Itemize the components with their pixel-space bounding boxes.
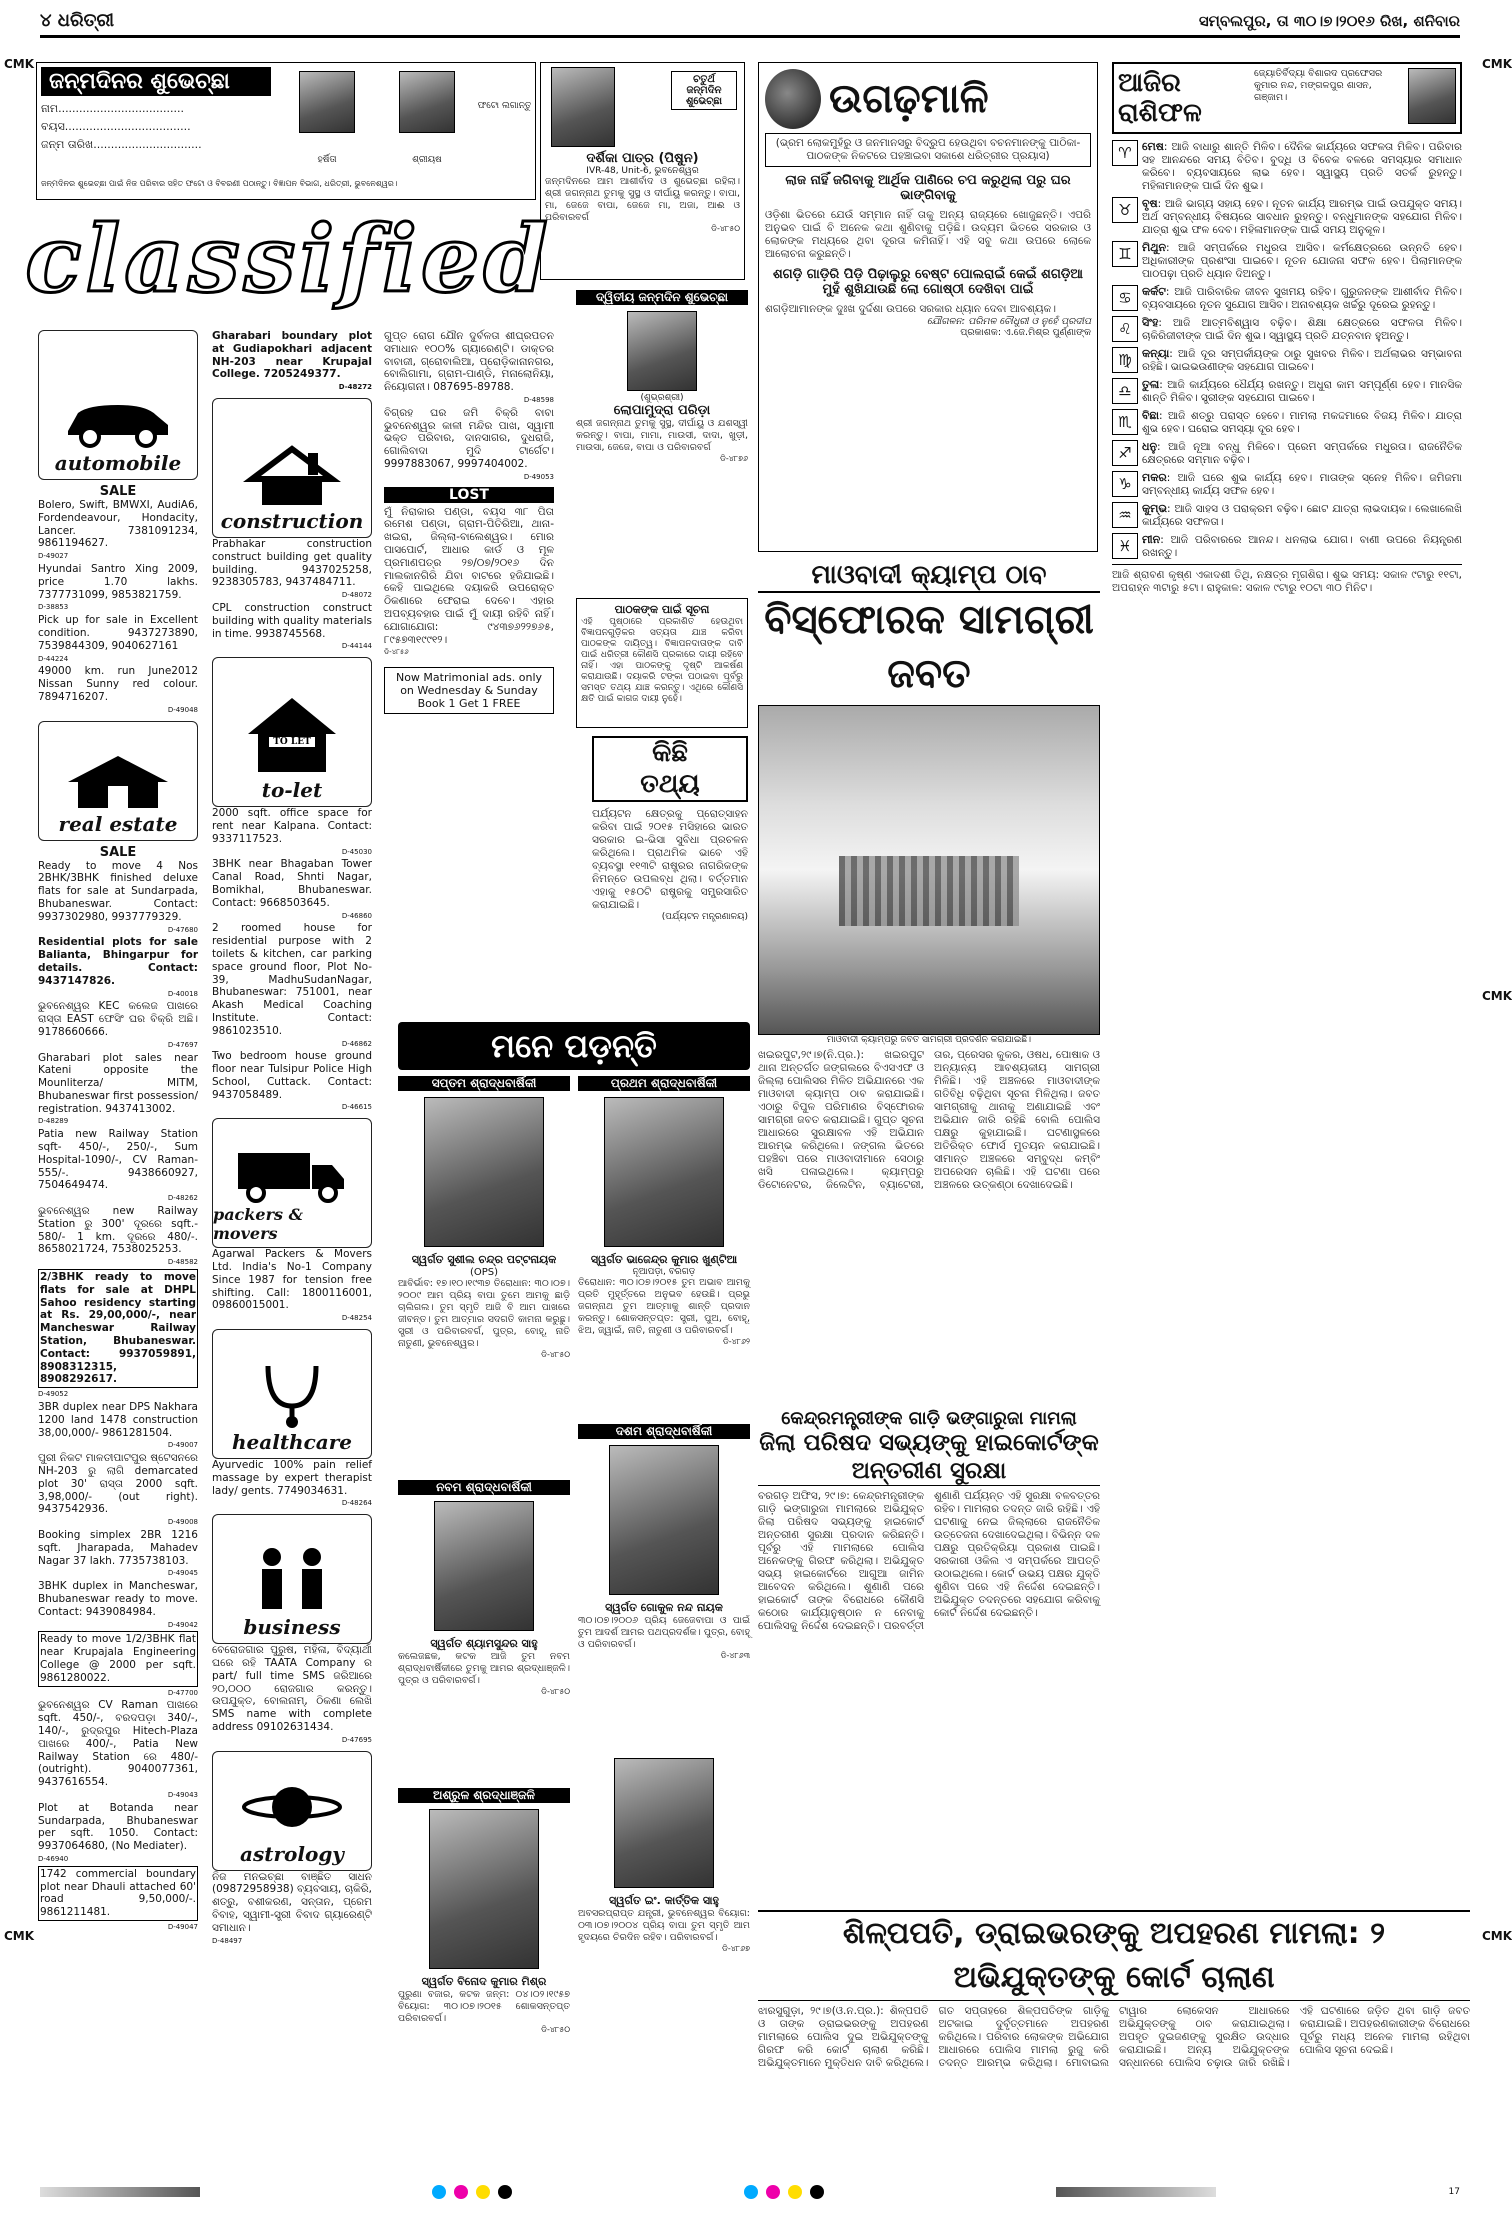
obituary-label: ସପ୍ତମ ଶ୍ରାଦ୍ଧବାର୍ଷିକୀ: [398, 1076, 570, 1091]
portrait-photo: [424, 1097, 544, 1247]
obituary-name: ସ୍ୱର୍ଗତ ବିନୋଦ କୁମାର ମିଶ୍ର: [421, 1975, 547, 1988]
house-icon: [58, 752, 178, 812]
reader-notice-title: ପାଠକଙ୍କ ପାଇଁ ସୂଚନା: [614, 603, 710, 616]
portrait-photo: [434, 1501, 534, 1631]
horoscope-astrologer: ଜ୍ୟୋତିର୍ବିଦ୍ୟା ବିଶାରଦ ପ୍ରଫେସର କୁମାର ନନ୍ଦ, ମଙ୍ଗଳପୁର ଶାସନ, ଗଞ୍ଜାମ।: [1254, 68, 1383, 103]
ad-code: ଡି-୪୮୫୦: [711, 224, 740, 233]
ugamali-footnote: ଶଗଡ଼ିଆମାନଙ୍କ ଦୁଃଖ ଦୁର୍ଦ୍ଦଶା ଉପରେ ସରକାର ଧ୍ୟାନ ଦେବା ଆବଶ୍ୟକ।: [765, 303, 1056, 315]
news-maoist-camp: [758, 560, 1100, 1400]
zodiac-prediction: ଆଜି ଭାଗ୍ୟ ସହାୟ ହେବ। ନୂତନ କାର୍ଯ୍ୟ ଆରମ୍ଭ ପାଇଁ ଉପଯୁକ୍ତ ସମୟ। ଅର୍ଥ ସମ୍ବନ୍ଧୀୟ ବିଷୟରେ ସାବଧାନ ରୁହନ୍ତୁ। ବନ୍ଧୁମାନଙ୍କ ସହଯୋଗ ମିଳିବ। ଯାତ୍ରା ଶୁଭ ଫଳ ଦେବ। ମହିଳାମାନଙ୍କ ପାଇଁ ସମୟ ଅନୁକୂଳ।: [1142, 198, 1462, 236]
zodiac-icon: ♈: [1112, 140, 1138, 166]
photo-note: ଫଟୋ ଲଗାନ୍ତୁ: [477, 101, 532, 111]
zodiac-sign: କୁମ୍ଭ: [1142, 502, 1168, 515]
obituary-label: ଅଶ୍ରୁଳ ଶ୍ରଦ୍ଧାଞ୍ଜଳି: [398, 1788, 570, 1803]
cmk-mark-left-top: CMK: [4, 57, 35, 71]
child-name: ଦର୍ଶିକା ପାତ୍ର (ପିଷୁନ): [586, 151, 699, 166]
ad-listing: Agarwal Packers & Movers Ltd. India's No-1 Company Since 1987 for tension free shifting. Call: 1800116001, 09860015001. D-48254: [212, 1248, 372, 1323]
ugamali-title: ଉଗଢ଼ମାଳି: [829, 76, 989, 122]
ad-listing: Prabhakar construction construct building get quality building. 9437025258, 9238305783, 9437484711. D-48072 CPL construction construct building with quality materials in time. 9938745568. D-44144: [212, 537, 372, 651]
cmk-mark-right-mid: CMK: [1482, 989, 1512, 1003]
reader-notice-text: ଏହି ପୃଷ୍ଠାରେ ପ୍ରକାଶିତ ହେଉଥିବା ବିଜ୍ଞାପନଗୁଡ଼ିକର ସତ୍ୟତା ଯାଞ୍ଚ କରିବା ପାଠକଙ୍କ ଦାୟିତ୍ୱ। ବିଜ୍ଞାପନଦାତାଙ୍କ ଦାବି ପାଇଁ ଧରିତ୍ରୀ କୌଣସି ପ୍ରକାରେ ଦାୟୀ ରହିବେ ନାହିଁ। ଏହା ପାଠକଙ୍କୁ ଦୃଷ୍ଟି ଆକର୍ଷଣ କରାଯାଉଛି। ଦୟାକରି ଟଙ୍କା ପଠାଇବା ପୂର୍ବରୁ ସମସ୍ତ ତଥ୍ୟ ଯାଞ୍ଚ କରନ୍ତୁ। ଏଥିରେ କୌଣସି କ୍ଷତି ପାଇଁ କାଗଜ ଦାୟୀ ନୁହେଁ।: [581, 617, 743, 704]
page-number: 17: [1448, 2187, 1460, 2197]
obituary-name: ସ୍ୱର୍ଗତ ଇଂ. କାର୍ତ୍ତିକ ସାହୁ: [609, 1894, 719, 1907]
zodiac-prediction: ଆଜି ଘରେ ଶୁଭ କାର୍ଯ୍ୟ ହେବ। ମାତାଙ୍କ ସ୍ନେହ ମିଳିବ। ଜମିଜମା ସମ୍ବନ୍ଧୀୟ କାର୍ଯ୍ୟ ସଫଳ ହେବ।: [1142, 472, 1462, 497]
child-address: IVR-48, Unit-6, ଭୁବନେଶ୍ୱର: [586, 166, 699, 176]
zodiac-icon: ♋: [1112, 285, 1138, 311]
business-people-icon: [232, 1545, 352, 1615]
child-photo-2-caption: ଶ୍ରୀୟଷ: [412, 155, 442, 165]
construction-icon: [232, 439, 352, 509]
obituary-text: ୩୦।୦୭।୨୦୦୬ ପ୍ରିୟ ଜେଜେବାପା ଓ ପାଇଁ ତୁମ ଆଦର୍ଶ ଆମର ପଥପ୍ରଦର୍ଶକ। ପୁତ୍ର, ବୋହୂ ଓ ପରିବାରବର୍ଗ।: [578, 1615, 750, 1650]
obituary-text: ପୁରୁଣା ବଜାର, କଟକ ଜନ୍ମ: ୦୪।୦୨।୧୯୫୭ ବିୟୋଗ: ୩୦।୦୭।୨୦୧୫ ଶୋକସନ୍ତପ୍ତ ପରିବାରବର୍ଗ।: [398, 1989, 570, 2024]
facts-text: ପର୍ଯ୍ୟଟନ କ୍ଷେତ୍ରକୁ ପ୍ରୋତ୍ସାହନ କରିବା ପାଇଁ ୨୦୧୫ ମସିହାରେ ଭାରତ ସରକାର ଇ-ଭିସା ସୁବିଧା ପ୍ରଚଳନ କରିଥିଲେ। ପ୍ରାଥମିକ ଭାବେ ଏହି ବ୍ୟବସ୍ଥା ୧୧୩ଟି ରାଷ୍ଟ୍ରର ନାଗରିକଙ୍କ ନିମନ୍ତେ ଉପଲବ୍ଧ ଥିଲା। ବର୍ତ୍ତମାନ ଏହାକୁ ୧୫୦ଟି ରାଷ୍ଟ୍ରକୁ ସମ୍ପ୍ରସାରିତ କରାଯାଇଛି।: [592, 808, 748, 911]
ad-code: ଡି-୪୮୬୭: [721, 1944, 750, 1953]
news-body: ବରଗଡ଼ ଅଫିସ, ୨୯।୭: କେନ୍ଦ୍ରମନ୍ତ୍ରୀଙ୍କ ଗାଡ଼ି ଭଙ୍ଗାରୁଜା ମାମଲାରେ ଅଭିଯୁକ୍ତ ଜିଲା ପରିଷଦ ସଭ୍ୟଙ୍କୁ ହାଇକୋର୍ଟ ଅନ୍ତରୀଣ ସୁରକ୍ଷା ପ୍ରଦାନ କରିଛନ୍ତି। ପୂର୍ବରୁ ଏହି ମାମଲାରେ ପୋଲିସ ଅନେକଙ୍କୁ ଗିରଫ କରିଥିଲା। ଅଭିଯୁକ୍ତ ସଭ୍ୟ ହାଇକୋର୍ଟରେ ଆଗୁଆ ଜାମିନ ଆବେଦନ କରିଥିଲେ। ଶୁଣାଣି ପରେ ହାଇକୋର୍ଟ ତାଙ୍କ ବିରୋଧରେ କୌଣସି କଠୋର କାର୍ଯ୍ୟାନୁଷ୍ଠାନ ନ ନେବାକୁ ପୋଲିସକୁ ନିର୍ଦ୍ଦେଶ ଦେଇଛନ୍ତି। ପରବର୍ତ୍ତୀ ଶୁଣାଣି ପର୍ଯ୍ୟନ୍ତ ଏହି ସୁରକ୍ଷା ବଳବତ୍ତର ରହିବ। ମାମଲାର ତଦନ୍ତ ଜାରି ରହିଛି। ଏହି ଘଟଣାକୁ ନେଇ ଜିଲ୍ଲାରେ ରାଜନୈତିକ ଉତ୍ତେଜନା ଦେଖାଦେଇଥିଲା। ବିଭିନ୍ନ ଦଳ ପକ୍ଷରୁ ପ୍ରତିକ୍ରିୟା ପ୍ରକାଶ ପାଇଛି। ସରକାରୀ ଓକିଲ ଏ ସମ୍ପର୍କରେ ଆପତ୍ତି ଉଠାଇଥିଲେ। କୋର୍ଟ ଉଭୟ ପକ୍ଷର ଯୁକ୍ତି ଶୁଣିବା ପରେ ଏହି ନିର୍ଦ୍ଦେଶ ଦେଇଛନ୍ତି। ଅଭିଯୁକ୍ତ ତଦନ୍ତରେ ସହଯୋଗ କରିବାକୁ କୋର୍ଟ ନିର୍ଦ୍ଦେଶ ଦେଇଛନ୍ତି।: [758, 1490, 1100, 1632]
horoscope-item: ♊ ମିଥୁନ: ଆଜି ସମ୍ପର୍କରେ ମଧୁରତା ଆସିବ। କର୍ମକ୍ଷେତ୍ରରେ ଉନ୍ନତି ହେବ। ଅଧିକାରୀଙ୍କ ପ୍ରଶଂସା ପାଇବେ। ନୂତନ ଯୋଜନା ସଫଳ ହେବ। ପିଲାମାନଙ୍କ ପାଠପଢ଼ା ପ୍ରତି ଧ୍ୟାନ ଦିଅନ୍ତୁ।: [1112, 241, 1462, 281]
zodiac-sign: କନ୍ୟା: [1142, 347, 1170, 360]
second-birthday-greeting: [576, 290, 748, 590]
page-label: ୪ ଧରିତ୍ରୀ: [40, 10, 115, 31]
classified-title: classified: [25, 205, 552, 313]
ad-listing: Ayurvedic 100% pain relief massage by expert therapist lady/ gents. 7749034631. D-48264: [212, 1459, 372, 1508]
greeting-badge: ଦ୍ୱିତୀୟ ଜନ୍ମଦିନ ଶୁଭେଚ୍ଛା: [576, 290, 748, 305]
ad-code: ଡି-୪୮୫୦: [541, 2025, 570, 2034]
zodiac-icon: ♊: [1112, 241, 1138, 267]
zodiac-sign: ସିଂହ: [1142, 316, 1159, 329]
greeting-text: ଶ୍ରୀ ଜଗନ୍ନାଥ ତୁମକୁ ସୁସ୍ଥ, ଦୀର୍ଘାୟୁ ଓ ଯଶସ୍ୱୀ କରନ୍ତୁ। ବାପା, ମାମା, ମାଉସୀ, ଦାଦା, ଖୁଡ଼ୀ, ମାଉସା, ଜେଜେ, ବାପା ଓ ପରିବାରବର୍ଗ: [576, 418, 748, 453]
obituary-card-4: [578, 1424, 750, 1744]
remembrance-banner: ମନେ ପଡ଼ନ୍ତି: [398, 1022, 750, 1070]
zodiac-sign: ମିଥୁନ: [1142, 241, 1167, 254]
zodiac-prediction: ଆଜି ଶତ୍ରୁ ପରାସ୍ତ ହେବେ। ମାମଲା ମକଦ୍ଦମାରେ ବିଜୟ ମିଳିବ। ଯାତ୍ରା ଶୁଭ ହେବ। ଘରୋଇ ସମସ୍ୟା ଦୂର ହେବ।: [1142, 410, 1462, 435]
zodiac-icon: ♉: [1112, 197, 1138, 223]
portrait-photo: [604, 1097, 724, 1247]
category-to-let: TO LET to-let: [212, 657, 372, 807]
horoscope-item: ♍ କନ୍ୟା: ଆଜି ଦୂର ସମ୍ପର୍କୀୟଙ୍କ ଠାରୁ ସୁଖବର ମିଳିବ। ଅର୍ଥଲାଭର ସମ୍ଭାବନା ରହିଛି। ଭାଇଭଉଣୀଙ୍କ ସହଯୋଗ ପାଇବେ।: [1112, 347, 1462, 374]
ugamali-column: [758, 62, 1098, 552]
ad-listing: Ready to move 4 Nos 2BHK/3BHK finished deluxe flats for sale at Sundarpada, Bhubaneswar. Contact: 9937302980, 9937779329. D-47680 Residential plots for sale Balianta, Bhingarpur for details. Contact: 9437147826. D-40018 ଭୁବନେଶ୍ୱର KEC କଲେଜ ପାଖରେ ରାସ୍ତା EAST ଫେସିଂ ଘର ବିକ୍ରି ଅଛି। 9178660666. D-47697 Gharabari plot sales near Kateni opposite the Mounliterza/ MITM, Bhubaneswar first possession/ registration. 9437413002. D-48289 Patia new Railway Station sqft- 450/-, 250/-, Sum Hospital-1090/-, CV Raman-555/-. 9438660927, 7504649474. D-48262 ଭୁବନେଶ୍ୱର new Railway Station ରୁ 300' ଦୂରରେ sqft.- 580/- 1 km. ଦୂରରେ 480/-. 8658021724, 7538025253. D-48582 2/3BHK ready to move flats for sale at DHPL Sahoo residency starting at Rs. 29,00,000/-, near Mancheswar Railway Station, Bhubaneswar. Contact: 9937059891, 8908312315, 8908292617. D-49052 3BR duplex near DPS Nakhara 1200 land 1478 construction 38,00,000/- 9861281504. D-49007 ପୁରୀ ନିକଟ ମାଳତୀପାଟପୁର ଷ୍ଟେସନରେ NH-203 ରୁ ଲାଗି demarcated plot 30' ରାସ୍ତା 2000 sqft. 3,98,000/- (out right). 9437542936. D-49008 Booking simplex 2BR 1216 sqft. Jharapada, Mahadev Nagar 37 lakh. 7735738103. D-49045 3BHK duplex in Mancheswar, Bhubaneswar ready to move. Contact: 9439084984. D-49042 Ready to move 1/2/3BHK flat near Krupajala Engineering College @ 2000 per sqft. 9861280022. D-47700 ଭୁବନେଶ୍ୱର CV Raman ପାଖରେ sqft. 450/-, ବରଦପଡ଼ା 340/-, 140/-, ରୁଦ୍ରପୁର Hitech-Plaza ପାଖରେ 400/-, Patia New Railway Station ରେ 480/- (outright). 9040077361, 9437616554. D-49043 Plot at Botanda near Sundarpada, Bhubaneswar per sqft. 1050. Contact: 9937064680, (No Mediater). D-46940 1742 commercial boundary plot near Dhauli attached 60' road 9,50,000/-. 9861211481. D-49047: [38, 859, 198, 1931]
ugamali-verse-2: ଶଗଡ଼ି ଗାଡ଼ିରି ପିଡ଼ି ପିଢ଼ାଲୁରୁ ବେଷ୍ଟ ପୋଲରାଇଁ କେଇଁ ଶଗଡ଼ିଆ ମୁହଁ ଶୁଖିଯାଉଛି ଲୋ ଗୋଷ୍ଠୀ ଦେଖିବା ପାଇଁ: [772, 267, 1084, 297]
category-construction: construction: [212, 398, 372, 538]
ad-code: ଡି-୪୮୭୬: [719, 454, 748, 463]
obituary-subtitle: (OPS): [469, 1267, 499, 1278]
page-header: [40, 6, 1460, 38]
horoscope-item: ♎ ତୁଳା: ଆଜି କାର୍ଯ୍ୟରେ ଧୈର୍ଯ୍ୟ ରଖନ୍ତୁ। ଅଧୁରା କାମ ସମ୍ପୂର୍ଣ୍ଣ ହେବ। ମାନସିକ ଶାନ୍ତି ମିଳିବ। ସ୍ତ୍ରୀଙ୍କ ସହଯୋଗ ପାଇବେ।: [1112, 378, 1462, 405]
zodiac-icon: ♌: [1112, 316, 1138, 342]
zodiac-sign: ମେଷ: [1142, 140, 1164, 153]
zodiac-sign: ମକର: [1142, 471, 1167, 484]
child-photo: [627, 311, 697, 391]
news-headline: ଜିଲା ପରିଷଦ ସଭ୍ୟଙ୍କୁ ହାଇକୋର୍ଟଙ୍କ ଅନ୍ତରୀଣ ସୁରକ୍ଷା: [759, 1430, 1099, 1484]
zodiac-sign: ତୁଳା: [1142, 378, 1160, 391]
horoscope-item: ♐ ଧନୁ: ଆଜି ନୂଆ ବନ୍ଧୁ ମିଳିବେ। ପ୍ରେମ ସମ୍ପର୍କରେ ମଧୁରତା। ରାଜନୈତିକ କ୍ଷେତ୍ରରେ ସମ୍ମାନ ବଢ଼ିବ।: [1112, 440, 1462, 467]
ad-code: ଡି-୪୮୬୩: [720, 1651, 750, 1660]
obituary-card-6: [578, 1752, 750, 1992]
news-body: ଝାରସୁଗୁଡ଼ା, ୨୯।୭(ଓ.ନ.ପ୍ର.): ଶିଳ୍ପପତି ଓ ତାଙ୍କ ଡ୍ରାଇଭରଙ୍କୁ ଅପହରଣ ମାମଲାରେ ପୋଲିସ ଦୁଇ ଅଭିଯୁକ୍ତଙ୍କୁ ଗିରଫ କରି କୋର୍ଟ ଚାଲାଣ କରିଛି। ଅଭିଯୁକ୍ତମାନେ ମୁକ୍ତିଧନ ଦାବି କରିଥିଲେ। ଗତ ସପ୍ତାହରେ ଶିଳ୍ପପତିଙ୍କ ଗାଡ଼ିକୁ ଅଟକାଇ ଦୁର୍ବୃତ୍ତମାନେ ଅପହରଣ କରିଥିଲେ। ପରିବାର ଲୋକଙ୍କ ଅଭିଯୋଗ ଆଧାରରେ ପୋଲିସ ମାମଲା ରୁଜୁ କରି ତଦନ୍ତ ଆରମ୍ଭ କରିଥିଲା। ମୋବାଇଲ ଟାୱାର ଲୋକେସନ ଆଧାରରେ ଅଭିଯୁକ୍ତଙ୍କୁ ଠାବ କରାଯାଇଥିଲା। ଅପହୃତ ଦୁଇଜଣଙ୍କୁ ସୁରକ୍ଷିତ ଉଦ୍ଧାର କରାଯାଇଛି। ଅନ୍ୟ ଅଭିଯୁକ୍ତଙ୍କ ସନ୍ଧାନରେ ପୋଲିସ ଚଢ଼ାଉ ଜାରି ରଖିଛି। ଏହି ଘଟଣାରେ ଜଡ଼ିତ ଥିବା ଗାଡ଼ି ଜବତ କରାଯାଇଛି। ଅପହରଣକାରୀଙ୍କ ବିରୋଧରେ ପୂର୍ବରୁ ମଧ୍ୟ ଅନେକ ମାମଲା ରହିଥିବା ପୋଲିସ ସୂଚନା ଦେଇଛି।: [758, 2005, 1470, 2069]
horoscope-item: ♓ ମୀନ: ଆଜି ପରିବାରରେ ଆନନ୍ଦ। ଧନଲାଭ ଯୋଗ। ବାଣୀ ଉପରେ ନିୟନ୍ତ୍ରଣ ରଖନ୍ତୁ।: [1112, 533, 1462, 560]
obituary-text: ଆବିର୍ଭାବ: ୧୭।୧୦।୧୯୩୭ ତିରୋଧାନ: ୩୦।୦୭।୨୦୦୯ ଆମ ପ୍ରିୟ ବାପା ତୁମେ ଆମକୁ ଛାଡ଼ି ଚାଲିଗଲ। ତୁମ ସ୍ମୃତି ଆଜି ବି ଆମ ପାଖରେ ଜୀବନ୍ତ। ତୁମ ଆତ୍ମାର ସଦଗତି କାମନା କରୁଛୁ। ସ୍ତ୍ରୀ ଓ ପରିବାରବର୍ଗ, ପୁତ୍ର, ବୋହୂ, ନାତି ନାତୁଣୀ, ଭୁବନେଶ୍ୱର।: [398, 1278, 570, 1349]
obituary-name: ସ୍ୱର୍ଗତ ଶ୍ୟାମସୁନ୍ଦର ସାହୁ: [430, 1637, 538, 1650]
zodiac-sign: କର୍କଟ: [1142, 285, 1166, 298]
zodiac-icon: ♎: [1112, 378, 1138, 404]
ad-code: ଡି-୪୮୫୦: [541, 1687, 570, 1696]
classified-column-3: [384, 330, 554, 1030]
ugamali-masthead: [765, 69, 1091, 129]
zodiac-prediction: ଆଜି ସାହସ ଓ ପରାକ୍ରମ ବଢ଼ିବ। ଛୋଟ ଯାତ୍ରା ଲାଭଦାୟକ। ଲେଖାଲେଖି କାର୍ଯ୍ୟରେ ସଫଳତା।: [1142, 503, 1462, 528]
facts-source: (ପର୍ଯ୍ୟଟନ ମନ୍ତ୍ରଣାଳୟ): [661, 912, 748, 922]
news-kicker: କେନ୍ଦ୍ରମନ୍ତ୍ରୀଙ୍କ ଗାଡ଼ି ଭଙ୍ଗାରୁଜା ମାମଲା: [781, 1408, 1077, 1429]
news-high-court: [758, 1408, 1100, 1814]
astrologer-photo: [1408, 68, 1456, 124]
category-automobile: automobile: [38, 330, 198, 480]
portrait-photo: [429, 1809, 539, 1969]
horoscope-header: [1112, 62, 1462, 134]
obituary-label: ନବମ ଶ୍ରାଦ୍ଧବାର୍ଷିକୀ: [398, 1480, 570, 1495]
birthday-form: [36, 62, 536, 200]
horoscope-column: [1112, 62, 1462, 1902]
planet-icon: [232, 1772, 352, 1842]
ad-listing: Gharabari boundary plot at Gudiapokhari adjacent NH-203 near Krupajal College. 7205249377. D-48272: [212, 330, 372, 392]
obituary-card-3: [398, 1480, 570, 1780]
zodiac-sign: ବୃଷ: [1142, 197, 1158, 210]
cmk-mark-right-bottom: CMK: [1482, 1929, 1512, 1943]
category-business: business: [212, 1514, 372, 1644]
cartoon-face-icon: [765, 69, 821, 129]
cmk-mark-right-top: CMK: [1482, 57, 1512, 71]
zodiac-prediction: ଆଜି କାର୍ଯ୍ୟରେ ଧୈର୍ଯ୍ୟ ରଖନ୍ତୁ। ଅଧୁରା କାମ ସମ୍ପୂର୍ଣ୍ଣ ହେବ। ମାନସିକ ଶାନ୍ତି ମିଳିବ। ସ୍ତ୍ରୀଙ୍କ ସହଯୋଗ ପାଇବେ।: [1142, 379, 1462, 404]
category-healthcare: healthcare: [212, 1329, 372, 1459]
ad-listing: ନିଜ ମନଇଚ୍ଛା ବାଞ୍ଛିତ ସାଧନ (09872958938) ବ୍ୟବସାୟ, ଚାକିରି, ଶତ୍ରୁ, ବଶୀକରଣ, ସନ୍ତାନ, ପ୍ରେମ ବିବାହ, ସ୍ୱାମୀ-ସ୍ତ୍ରୀ ବିବାଦ ଗ୍ୟାରେଣ୍ଟି ସମାଧାନ। D-48497: [212, 1870, 373, 1945]
horoscope-item: ♑ ମକର: ଆଜି ଘରେ ଶୁଭ କାର୍ଯ୍ୟ ହେବ। ମାତାଙ୍କ ସ୍ନେହ ମିଳିବ। ଜମିଜମା ସମ୍ବନ୍ଧୀୟ କାର୍ଯ୍ୟ ସଫଳ ହେବ।: [1112, 471, 1462, 498]
ad-listing: ଗୁପ୍ତ ରୋଗ ଯୌନ ଦୁର୍ବଳତା ଶୀଘ୍ରପତନ ସମାଧାନ ୧୦୦% ଗ୍ୟାରେଣ୍ଟି। ଡାକ୍ତର ବାବାଜୀ, ଗ୍ରୋବାଲିଆ, ପ୍ରୋଡ଼ିକାନାନଗର, ବୋଲିଗାମା, ଗ୍ରାମ-ପାଣ୍ଡି, ମନାଲୋନିୟା, ନିୟୋଗନୀ। 087695-89788. D-48598 ବିଗ୍ରହ ଘର ଜମି ବିକ୍ରି ବାବା ଭୁବନେଶ୍ୱର କାଳୀ ମନ୍ଦିର ପାଖ, ସ୍ୱାମୀ ଭକ୍ତ ପରିବାର, ଦାନସାଗର, ଦୁଧରାଜି, ଗୋଲିବାଦା ମୁଦି ଟାର୍ଗେଟ। 9997883067, 9997404002. D-49053: [384, 330, 554, 481]
print-color-bar: [40, 2182, 1460, 2202]
obituary-text: ଅବସରପ୍ରାପ୍ତ ଯନ୍ତ୍ରୀ, ଭୁବନେଶ୍ୱର ବିୟୋଗ: ୦୩।୦୭।୨୦୦୪ ପ୍ରିୟ ବାପା ତୁମ ସ୍ମୃତି ଆମ ହୃଦୟରେ ଚିରଦିନ ରହିବ। ପରିବାରବର୍ଗ।: [578, 1908, 750, 1943]
category-astrology: astrology: [212, 1751, 372, 1871]
horoscope-list: [1112, 140, 1462, 560]
classified-banner: [25, 205, 552, 313]
zodiac-icon: ♐: [1112, 440, 1138, 466]
matrimonial-ad-note: Now Matrimonial ads. only on Wednesday & Sunday Book 1 Get 1 FREE: [384, 667, 554, 714]
ad-code: ଡି-୪୮୫୦: [541, 1350, 570, 1359]
classified-column-1: [38, 330, 198, 2160]
greeting-text: ଜନ୍ମଦିନରେ ଆମ ଆଶୀର୍ବାଦ ଓ ଶୁଭେଚ୍ଛା ରହିଲା। ଶ୍ରୀ ଜଗନ୍ନାଥ ତୁମକୁ ସୁସ୍ଥ ଓ ଦୀର୍ଘାୟୁ କରନ୍ତୁ। ବାପା, ମା, ଜେଜେ ବାପା, ଜେଜେ ମା, ଅଜା, ଆଈ ଓ ପରିବାରବର୍ଗ: [545, 176, 740, 223]
horoscope-item: ♏ ବିଛା: ଆଜି ଶତ୍ରୁ ପରାସ୍ତ ହେବେ। ମାମଲା ମକଦ୍ଦମାରେ ବିଜୟ ମିଳିବ। ଯାତ୍ରା ଶୁଭ ହେବ। ଘରୋଇ ସମସ୍ୟା ଦୂର ହେବ।: [1112, 409, 1462, 436]
horoscope-item: ♒ କୁମ୍ଭ: ଆଜି ସାହସ ଓ ପରାକ୍ରମ ବଢ଼ିବ। ଛୋଟ ଯାତ୍ରା ଲାଭଦାୟକ। ଲେଖାଲେଖି କାର୍ଯ୍ୟରେ ସଫଳତା।: [1112, 502, 1462, 529]
news-photo: [758, 705, 1100, 1035]
news-kicker: ମାଓବାଦୀ କ୍ୟାମ୍ପ ଠାବ: [758, 560, 1100, 593]
zodiac-prediction: ଆଜି ପରିବାରରେ ଆନନ୍ଦ। ଧନଲାଭ ଯୋଗ। ବାଣୀ ଉପରେ ନିୟନ୍ତ୍ରଣ ରଖନ୍ତୁ।: [1142, 534, 1462, 559]
obituary-name: ସ୍ୱର୍ଗତ ସୁଶୀଲ ଚନ୍ଦ୍ର ପଟ୍ଟନାୟକ: [411, 1253, 557, 1266]
ugamali-publisher: ପ୍ରକାଶକ: ଏ.ଜେ.ମିଶ୍ର ପୁର୍ଣ୍ଣାଙ୍କ: [960, 327, 1091, 338]
obituary-label: ପ୍ରଥମ ଶ୍ରାଦ୍ଧବାର୍ଷିକୀ: [578, 1076, 750, 1091]
news-headline: ଶିଳ୍ପପତି, ଡ୍ରାଇଭରଙ୍କୁ ଅପହରଣ ମାମଲା: ୨ ଅଭିଯୁକ୍ତଙ୍କୁ କୋର୍ଟ ଚାଲାଣ: [758, 1910, 1470, 2001]
horoscope-item: ♋ କର୍କଟ: ଆଜି ପାରିବାରିକ ଜୀବନ ସୁଖମୟ ରହିବ। ଗୁରୁଜନଙ୍କ ଆଶୀର୍ବାଦ ମିଳିବ। ବ୍ୟବସାୟରେ ନୂତନ ସୁଯୋଗ ଆସିବ। ଅନାବଶ୍ୟକ ଖର୍ଚ୍ଚରୁ ଦୂରେଇ ରୁହନ୍ତୁ।: [1112, 285, 1462, 312]
sale-heading: SALE: [99, 844, 137, 860]
zodiac-prediction: ଆଜି ଆତ୍ମବିଶ୍ୱାସ ବଢ଼ିବ। ଶିକ୍ଷା କ୍ଷେତ୍ରରେ ସଫଳତା ମିଳିବ। ଚାକିରିଜୀବୀଙ୍କ ପାଇଁ ଦିନ ଶୁଭ। ସ୍ୱାସ୍ଥ୍ୟ ପ୍ରତି ଯତ୍ନବାନ ହୁଅନ୍ତୁ।: [1142, 317, 1462, 342]
birthday-title: ଜନ୍ମଦିନର ଶୁଭେଚ୍ଛା: [41, 67, 271, 96]
obituary-text: ତିରୋଧାନ: ୩୦।୦୭।୨୦୧୫ ତୁମ ଅଭାବ ଆମକୁ ପ୍ରତି ମୁହୂର୍ତ୍ତରେ ଅନୁଭବ ହେଉଛି। ପ୍ରଭୁ ଜଗନ୍ନାଥ ତୁମ ଆତ୍ମାକୁ ଶାନ୍ତି ପ୍ରଦାନ କରନ୍ତୁ। ଶୋକସନ୍ତପ୍ତ: ସ୍ତ୍ରୀ, ପୁଅ, ବୋହୂ, ଝିଅ, ଜ୍ୱାଇଁ, ନାତି, ନାତୁଣୀ ଓ ପରିବାରବର୍ଗ।: [578, 1277, 750, 1336]
zodiac-icon: ♓: [1112, 533, 1138, 559]
zodiac-icon: ♍: [1112, 347, 1138, 373]
birthday-fields: ନାମ.................................... ବୟସ.................................... ଜନ୍ମ ତାରିଖ...............................: [41, 102, 202, 151]
obituary-card-5: [398, 1788, 570, 2088]
birthday-footer: ଜନ୍ମଦିନର ଶୁଭେଚ୍ଛା ପାଇଁ ନିଜ ପରିବାର ସହିତ ଫଟୋ ଓ ବିବରଣୀ ପଠାନ୍ତୁ। ବିଜ୍ଞାପନ ବିଭାଗ, ଧରିତ୍ରୀ, ଭୁବନେଶ୍ୱର।: [41, 179, 398, 188]
ugamali-verse-1: ଲାଜ ନାହିଁ ଜଗିବାକୁ ଆର୍ଥିକ ପାଣିରେ ଚପ କରୁଥିଲା ପରୁ ଘର ଭାଙ୍ଗିବାକୁ: [785, 173, 1071, 203]
facts-title: କିଛି ତଥ୍ୟ: [592, 736, 748, 802]
obituary-name: ସ୍ୱର୍ଗତ ଗୋକୁଳ ନନ୍ଦ ନାୟକ: [605, 1601, 723, 1614]
zodiac-prediction: ଆଜି ନୂଆ ବନ୍ଧୁ ମିଳିବେ। ପ୍ରେମ ସମ୍ପର୍କରେ ମଧୁରତା। ରାଜନୈତିକ କ୍ଷେତ୍ରରେ ସମ୍ମାନ ବଢ଼ିବ।: [1142, 441, 1462, 466]
to-let-house-icon: [232, 688, 352, 778]
news-headline: ବିସ୍ଫୋରକ ସାମଗ୍ରୀ ଜବତ: [764, 597, 1094, 697]
sale-heading: SALE: [99, 484, 137, 499]
lost-heading: LOST: [384, 487, 554, 503]
obituary-label: ଦଶମ ଶ୍ରାଦ୍ଧବାର୍ଷିକୀ: [578, 1424, 750, 1439]
ugamali-body: ଓଡ଼ିଶା ଭିତରେ ଯେଉଁ ସମ୍ମାନ ନାହିଁ ତାକୁ ଅନ୍ୟ ରାଜ୍ୟରେ ଖୋଜୁଛନ୍ତି। ଏପରି ଅନୁଭବ ପାଇଁ ବି ଅନେକ କଥା ଶୁଣିବାକୁ ପଡ଼ିଛି। ଉଦ୍ୟମ ଭିତରେ ସରକାର ଓ ଲୋକଙ୍କ ମଧ୍ୟରେ ଥିବା ଦୂରତା କମିନାହିଁ। ଏହି ସବୁ କଥା ଉପରେ ଲୋକେ ଆଲୋଚନା କରୁଛନ୍ତି।: [765, 209, 1091, 260]
obituary-subtitle: ନୂଆପଡ଼ା, ବରଗଡ଼: [632, 1267, 696, 1277]
ad-listing: Bolero, Swift, BMWXI, AudiA6, Fordendeavour, Hondacity, Lancer. 7381091234, 9861194627. D-49027 Hyundai Santro Xing 2009, price 1.70 lakhs. 7377731099, 9853821759. D-38853 Pick up for sale in Excellent condition. 9437273890, 7539844309, 9040627161 D-44224 49000 km. run June2012 Nissan Sunny red colour. 7894716207. D-49048: [38, 499, 198, 714]
horoscope-title: ଆଜିର ରାଶିଫଳ: [1118, 68, 1202, 128]
ad-code: ଡି-୪୮୬୨: [722, 1337, 750, 1346]
child-photo-2: [399, 71, 455, 133]
stethoscope-icon: [232, 1360, 352, 1430]
zodiac-icon: ♒: [1112, 502, 1138, 528]
portrait-photo: [609, 1445, 719, 1595]
news-kidnapping-case: [758, 1910, 1470, 2160]
dateline: ସମ୍ବଲପୁର, ତା ୩୦।୭।୨୦୧୬ ରିଖ, ଶନିବାର: [1198, 11, 1460, 30]
zodiac-prediction: ଆଜି ପାରିବାରିକ ଜୀବନ ସୁଖମୟ ରହିବ। ଗୁରୁଜନଙ୍କ ଆଶୀର୍ବାଦ ମିଳିବ। ବ୍ୟବସାୟରେ ନୂତନ ସୁଯୋଗ ଆସିବ। ଅନାବଶ୍ୟକ ଖର୍ଚ୍ଚରୁ ଦୂରେଇ ରୁହନ୍ତୁ।: [1142, 286, 1462, 311]
zodiac-sign: ଧନୁ: [1142, 440, 1158, 453]
zodiac-icon: ♑: [1112, 471, 1138, 497]
child-name: ଲୋପାମୁଦ୍ରା ପରିଡ଼ା: [613, 403, 711, 418]
child-photo-1: [299, 71, 355, 133]
news-body: ଖଇରପୁଟ,୨୯।୭(ନି.ପ୍ର.): ଖଇରପୁଟ ଥାନା ଅନ୍ତର୍ଗତ ଜଙ୍ଗଲରେ ବିଏସଏଫ ଓ ଜିଲ୍ଲା ପୋଲିସର ମିଳିତ ଅଭିଯାନରେ ଏକ ମାଓବାଦୀ କ୍ୟାମ୍ପ ଠାବ କରାଯାଇଛି। ଏଠାରୁ ବିପୁଳ ପରିମାଣର ବିସ୍ଫୋରକ ସାମଗ୍ରୀ ଜବତ କରାଯାଇଛି। ଗୁପ୍ତ ସୂଚନା ଆଧାରରେ ସୁରକ୍ଷାବଳ ଏହି ଅଭିଯାନ ଆରମ୍ଭ କରିଥିଲେ। ଜଙ୍ଗଲ ଭିତରେ ପହଞ୍ଚିବା ପରେ ମାଓବାଦୀମାନେ ସେଠାରୁ ଖସି ପଳାଇଥିଲେ। କ୍ୟାମ୍ପରୁ ଡିଟୋନେଟର, ଜିଲେଟିନ, ବ୍ୟାଟେରୀ, ତାର, ପ୍ରେସର କୁକର, ଓଷଧ, ପୋଷାକ ଓ ଅନ୍ୟାନ୍ୟ ଆବଶ୍ୟକୀୟ ସାମଗ୍ରୀ ମିଳିଛି। ଏହି ଅଞ୍ଚଳରେ ମାଓବାଦୀଙ୍କ ଗତିବିଧି ବଢ଼ିଥିବା ସୂଚନା ମିଳିଥିଲା। ଜବତ ସାମଗ୍ରୀକୁ ଥାନାକୁ ଅଣାଯାଇଛି ଏବଂ ଅଭିଯାନ ଜାରି ରହିଛି ବୋଲି ପୋଲିସ ପକ୍ଷରୁ କୁହାଯାଇଛି। ଘଟଣାସ୍ଥଳରେ ଅତିରିକ୍ତ ଫୋର୍ସ ମୁତୟନ କରାଯାଇଛି। ସୀମାନ୍ତ ଅଞ୍ଚଳରେ ସମ୍ବୁଦ୍ଧ କମ୍ବିଂ ଅପରେସନ ଚାଲିଛି। ଏହି ଘଟଣା ପରେ ଅଞ୍ଚଳରେ ଉତ୍କଣ୍ଠା ଦେଖାଦେଇଛି।: [758, 1049, 1100, 1191]
zodiac-prediction: ଆଜି ଦୂର ସମ୍ପର୍କୀୟଙ୍କ ଠାରୁ ସୁଖବର ମିଳିବ। ଅର୍ଥଲାଭର ସମ୍ଭାବନା ରହିଛି। ଭାଇଭଉଣୀଙ୍କ ସହଯୋଗ ପାଇବେ।: [1142, 348, 1462, 373]
horoscope-item: ♉ ବୃଷ: ଆଜି ଭାଗ୍ୟ ସହାୟ ହେବ। ନୂତନ କାର୍ଯ୍ୟ ଆରମ୍ଭ ପାଇଁ ଉପଯୁକ୍ତ ସମୟ। ଅର୍ଥ ସମ୍ବନ୍ଧୀୟ ବିଷୟରେ ସାବଧାନ ରୁହନ୍ତୁ। ବନ୍ଧୁମାନଙ୍କ ସହଯୋଗ ମିଳିବ। ଯାତ୍ରା ଶୁଭ ଫଳ ଦେବ। ମହିଳାମାନଙ୍କ ପାଇଁ ସମୟ ଅନୁକୂଳ।: [1112, 197, 1462, 237]
reader-notice: [576, 598, 748, 728]
greeting-badge: ଚତୁର୍ଥ ଜନ୍ମଦିନ ଶୁଭେଚ୍ଛା: [671, 71, 737, 110]
zodiac-sign: ମୀନ: [1142, 533, 1161, 546]
lost-notice: ମୁଁ ନିରାକାର ପଣ୍ଡା, ବୟସ ୩୮ ପିତା ରମେଶ ପଣ୍ଡା, ଗ୍ରାମ-ପିତିରିଆ, ଥାନା-ଖଇରା, ଜିଲ୍ଲା-ବାଲେଶ୍ୱର। ମୋର ପାସପୋର୍ଟ, ଆଧାର କାର୍ଡ ଓ ମୂଳ ପ୍ରମାଣପତ୍ର ୨୭/୦୭/୨୦୧୬ ଦିନ ମାଲକାନଗିରି ଯିବା ବାଟରେ ହଜିଯାଇଛି। କେହି ପାଇଥିଲେ ଦୟାକରି ଉପରୋକ୍ତ ଠିକଣାରେ ଫେରାଇ ଦେବେ। ଏହାର ଅପବ୍ୟବହାର ପାଇଁ ମୁଁ ଦାୟୀ ରହିବି ନାହିଁ। ଯୋଗାଯୋଗ: ୯୪୩୭୬୨୨୭୬୫, ୮୯୫୭୩୧୯୯୧୨। ଡି-୪୮୫୬: [384, 505, 554, 657]
ugamali-intro: (ଭ୍ରମ ଲୋକମୁହଁରୁ ଓ ଜନମାନସରୁ ବିଦ୍ରୁପ ହେଉଥିବା ବଚନମାନଙ୍କୁ ପାଠିକା-ପାଠକଙ୍କ ନିକଟରେ ପହଞ୍ଚାଇବା ସକାଶେ ଧରିତ୍ରୀର ପ୍ରୟାସ): [765, 133, 1091, 167]
truck-icon: [232, 1145, 352, 1205]
photo-caption: ମାଓବାଦୀ କ୍ୟାମ୍ପରୁ ଜବତ ସାମଗ୍ରୀ ପ୍ରଦର୍ଶନ କରାଯାଇଛି।: [826, 1035, 1032, 1045]
zodiac-sign: ବିଛା: [1142, 409, 1159, 422]
ugamali-credit: ଯୌଗଳନ: ପରିମଳ ଚୌଧୁରୀ ଓ ନୁହେଁ ପ୍ରଦୀପ: [926, 316, 1091, 327]
category-packers-movers: packers & movers: [212, 1118, 372, 1248]
horoscope-item: ♌ ସିଂହ: ଆଜି ଆତ୍ମବିଶ୍ୱାସ ବଢ଼ିବ। ଶିକ୍ଷା କ୍ଷେତ୍ରରେ ସଫଳତା ମିଳିବ। ଚାକିରିଜୀବୀଙ୍କ ପାଇଁ ଦିନ ଶୁଭ। ସ୍ୱାସ୍ଥ୍ୟ ପ୍ରତି ଯତ୍ନବାନ ହୁଅନ୍ତୁ।: [1112, 316, 1462, 343]
cmk-mark-left-bottom: CMK: [4, 1929, 35, 1943]
category-real-estate: real estate: [38, 721, 198, 841]
facts-box: [592, 736, 748, 1016]
zodiac-prediction: ଆଜି ସମ୍ପର୍କରେ ମଧୁରତା ଆସିବ। କର୍ମକ୍ଷେତ୍ରରେ ଉନ୍ନତି ହେବ। ଅଧିକାରୀଙ୍କ ପ୍ରଶଂସା ପାଇବେ। ନୂତନ ଯୋଜନା ସଫଳ ହେବ। ପିଲାମାନଙ୍କ ପାଠପଢ଼ା ପ୍ରତି ଧ୍ୟାନ ଦିଅନ୍ତୁ।: [1142, 242, 1462, 280]
obituary-name: ସ୍ୱର୍ଗତ ଭାଜେନ୍ଦ୍ର କୁମାର ଖୁଣ୍ଟିଆ: [590, 1253, 738, 1266]
zodiac-icon: ♏: [1112, 409, 1138, 435]
classified-column-2: [212, 330, 372, 2160]
horoscope-footer: ଆଜି ଶ୍ରାବଣ କୃଷ୍ଣ ଏକାଦଶୀ ତିଥି, ନକ୍ଷତ୍ର ମୃଗଶିରା। ଶୁଭ ସମୟ: ସକାଳ ୯ଟାରୁ ୧୧ଟା, ଅପରାହ୍ନ ୩ଟାରୁ ୫ଟା। ରାହୁକାଳ: ସକାଳ ୯ଟାରୁ ୧୦ଟା ୩୦ ମିନିଟ।: [1112, 564, 1462, 595]
horoscope-item: ♈ ମେଷ: ଆଜି ବାଧାରୁ ଶାନ୍ତି ମିଳିବ। ଦୈନିକ କାର୍ଯ୍ୟରେ ସଫଳତା ମିଳିବ। ପରିବାର ସହ ଆନନ୍ଦରେ ସମୟ ବିତିବ। ବୁଦ୍ଧି ଓ ବିବେକ ବଳରେ ସମସ୍ୟାର ସମାଧାନ କରିବେ। ବ୍ୟବସାୟରେ ଲାଭ ହେବ। ସ୍ୱାସ୍ଥ୍ୟ ପ୍ରତି ସତର୍କ ରୁହନ୍ତୁ। ମହିଳାମାନଙ୍କ ପାଇଁ ଦିନ ଶୁଭ।: [1112, 140, 1462, 193]
obituary-card-2: [578, 1076, 750, 1416]
child-caption: (ଶୁଭ୍ରଶ୍ରୀ): [640, 393, 684, 403]
car-icon: [58, 391, 178, 451]
portrait-photo: [614, 1758, 714, 1888]
to-let-sign: TO LET: [268, 736, 316, 748]
ad-listing: 2000 sqft. office space for rent near Kalpana. Contact: 9337117523. D-45030 3BHK near Bhagaban Tower Canal Road, Shnti Nagar, Bomikhal, Bhubaneswar. Contact: 9668503645. D-46860 2 roomed house for residential purpose with 2 toilets & kitchen, car parking space ground floor, Plot No-39, MadhuSudanNagar, Bhubaneswar: 751001, near Akash Medical Coaching Institute. Contact: 9861023510. D-46862 Two bedroom house ground floor near Tulsipur Police High School, Cuttack. Contact: 9437058489. D-46615: [212, 807, 372, 1112]
ad-listing: ବେରୋଜଗାର ପୁରୁଷ, ମହିଳା, ବିଦ୍ୟାର୍ଥୀ ଘରେ ରହି TAATA Company ର part/ full time SMS ଜରିଆରେ ୨୦,୦୦୦ ରୋଜଗାର କରନ୍ତୁ। ଉପଯୁକ୍ତ, ବୋଲନାମ୍, ଠିକଣା ଲେଖି SMS name with complete address 09102631434. D-47695: [212, 1644, 372, 1744]
birthday-greeting-card: [540, 62, 745, 280]
child-photo-1-caption: ହର୍ଷିତା: [317, 155, 337, 165]
obituary-text: କଲେଜଛକ, କଟକ ଆଜି ତୁମ ନବମ ଶ୍ରାଦ୍ଧବାର୍ଷିକୀରେ ତୁମକୁ ଆମର ଶ୍ରଦ୍ଧାଞ୍ଜଳି। ପୁତ୍ର ଓ ପରିବାରବର୍ଗ।: [398, 1651, 570, 1686]
zodiac-prediction: ଆଜି ବାଧାରୁ ଶାନ୍ତି ମିଳିବ। ଦୈନିକ କାର୍ଯ୍ୟରେ ସଫଳତା ମିଳିବ। ପରିବାର ସହ ଆନନ୍ଦରେ ସମୟ ବିତିବ। ବୁଦ୍ଧି ଓ ବିବେକ ବଳରେ ସମସ୍ୟାର ସମାଧାନ କରିବେ। ବ୍ୟବସାୟରେ ଲାଭ ହେବ। ସ୍ୱାସ୍ଥ୍ୟ ପ୍ରତି ସତର୍କ ରୁହନ୍ତୁ। ମହିଳାମାନଙ୍କ ପାଇଁ ଦିନ ଶୁଭ।: [1142, 141, 1462, 192]
child-photo: [551, 67, 615, 147]
